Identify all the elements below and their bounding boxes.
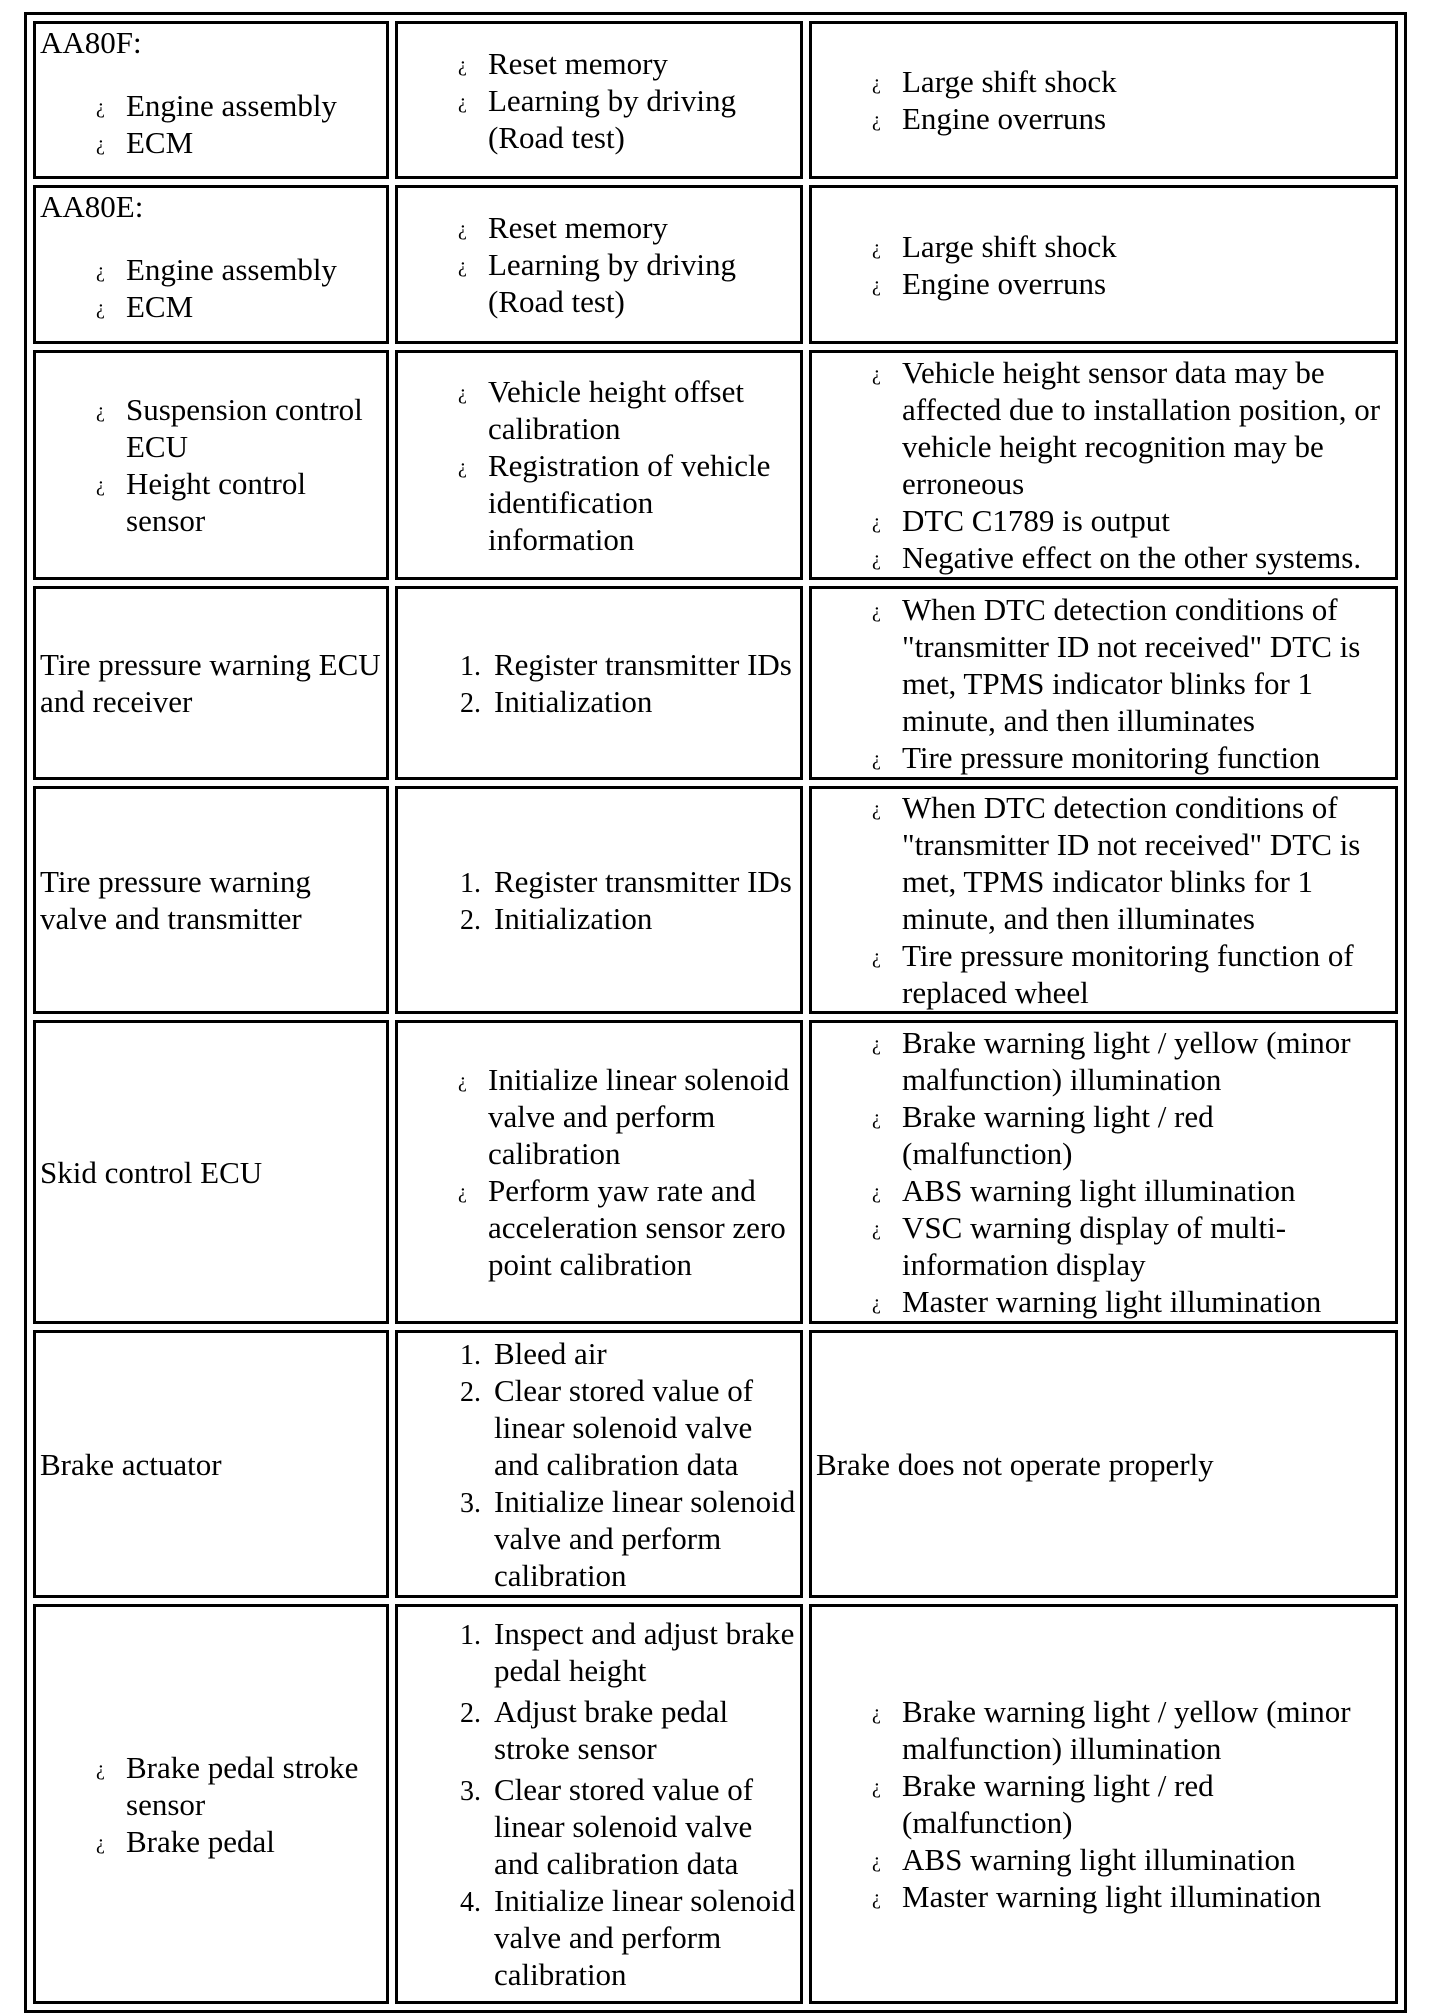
table-row: [33, 1604, 1398, 2004]
procedure-cell: [395, 1020, 803, 1324]
effect-label: Brake does not operate properly: [816, 1446, 1214, 1482]
list-item: 2. Initialization: [488, 900, 796, 937]
part-cell: [33, 786, 389, 1014]
list-item: ¿ ABS warning light illumination: [902, 1172, 1391, 1209]
part-heading: AA80E:: [40, 189, 144, 224]
part-cell: [33, 1330, 389, 1598]
effect-cell: [809, 1604, 1398, 2004]
list-item: ¿ ECM: [126, 288, 382, 325]
effect-list: [816, 354, 1391, 576]
effect-list: [816, 1693, 1391, 1915]
list-item: ¿ Engine assembly: [126, 251, 382, 288]
list-item: ¿ Large shift shock: [902, 63, 1391, 100]
procedure-cell: [395, 1604, 803, 2004]
effect-cell: [809, 185, 1398, 344]
procedure-cell: [395, 586, 803, 780]
table-row: [33, 21, 1398, 179]
procedure-list: [402, 646, 796, 720]
list-item: 3. Initialize linear solenoid valve and perform calibration: [488, 1483, 796, 1594]
list-item: ¿ Master warning light illumination: [902, 1878, 1391, 1915]
list-item: ¿ Initialize linear solenoid valve and perform calibration: [488, 1061, 796, 1172]
list-item: ¿ Engine assembly: [126, 87, 382, 124]
list-item: 4. Initialize linear solenoid valve and perform calibration: [488, 1882, 796, 1993]
list-item: ¿ When DTC detection conditions of "transmitter ID not received" DTC is met, TPMS indicator blinks for 1 minute, and then illuminates: [902, 591, 1391, 739]
list-item: ¿ Brake warning light / yellow (minor malfunction) illumination: [902, 1024, 1391, 1098]
effect-list: [816, 1024, 1391, 1320]
table-row: [33, 185, 1398, 344]
list-item: 2. Initialization: [488, 683, 796, 720]
table-row: [33, 786, 1398, 1014]
list-item: ¿ Reset memory: [488, 209, 796, 246]
list-item: ¿ ECM: [126, 124, 382, 161]
part-cell: [33, 185, 389, 344]
list-item: ¿ Master warning light illumination: [902, 1283, 1391, 1320]
part-list: [40, 391, 382, 539]
part-cell: [33, 21, 389, 179]
list-item: ¿ Tire pressure monitoring function of replaced wheel: [902, 937, 1391, 1011]
list-item: ¿ Negative effect on the other systems.: [902, 539, 1391, 576]
procedure-list: [402, 1335, 796, 1594]
list-item: ¿ Large shift shock: [902, 228, 1391, 265]
list-item: 2. Clear stored value of linear solenoid valve and calibration data: [488, 1372, 796, 1483]
table-row: [33, 350, 1398, 580]
list-item: ¿ Registration of vehicle identification information: [488, 447, 796, 558]
part-list: [40, 251, 382, 325]
part-cell: [33, 1020, 389, 1324]
procedure-list: [402, 45, 796, 156]
effect-list: [816, 591, 1391, 776]
procedure-cell: [395, 1330, 803, 1598]
effect-list: [816, 63, 1391, 137]
list-item: 1. Register transmitter IDs: [488, 863, 796, 900]
effect-list: [816, 228, 1391, 302]
list-item: ¿ Brake pedal: [126, 1823, 382, 1860]
list-item: ¿ ABS warning light illumination: [902, 1841, 1391, 1878]
procedure-list: [402, 373, 796, 558]
part-cell: [33, 1604, 389, 2004]
procedure-list: [402, 1061, 796, 1283]
effect-cell: [809, 350, 1398, 580]
list-item: ¿ Vehicle height sensor data may be affected due to installation position, or vehicle height recognition may be erroneous: [902, 354, 1391, 502]
procedure-list: [402, 1615, 796, 1993]
procedure-list: [402, 863, 796, 937]
part-list: [40, 1749, 382, 1860]
procedure-cell: [395, 21, 803, 179]
list-item: ¿ Suspension control ECU: [126, 391, 382, 465]
list-item: ¿ Learning by driving (Road test): [488, 82, 796, 156]
procedure-cell: [395, 786, 803, 1014]
list-item: ¿ Brake pedal stroke sensor: [126, 1749, 382, 1823]
list-item: 1. Inspect and adjust brake pedal height: [488, 1615, 796, 1689]
table-row: [33, 1330, 1398, 1598]
procedure-cell: [395, 185, 803, 344]
part-label: Skid control ECU: [40, 1154, 263, 1190]
list-item: ¿ VSC warning display of multi-information display: [902, 1209, 1391, 1283]
table-row: [33, 586, 1398, 780]
effect-cell: [809, 586, 1398, 780]
list-item: ¿ When DTC detection conditions of "transmitter ID not received" DTC is met, TPMS indicator blinks for 1 minute, and then illuminates: [902, 789, 1391, 937]
part-heading: AA80F:: [40, 25, 142, 60]
part-label: Tire pressure warning ECU and receiver: [40, 647, 381, 719]
list-item: ¿ Brake warning light / red (malfunction): [902, 1098, 1391, 1172]
list-item: 3. Clear stored value of linear solenoid valve and calibration data: [488, 1771, 796, 1882]
part-cell: [33, 586, 389, 780]
procedure-cell: [395, 350, 803, 580]
part-label: Tire pressure warning valve and transmitter: [40, 864, 311, 936]
list-item: ¿ Brake warning light / red (malfunction): [902, 1767, 1391, 1841]
part-list: [40, 87, 382, 161]
effect-list: [816, 789, 1391, 1011]
part-cell: [33, 350, 389, 580]
effect-cell: [809, 1330, 1398, 1598]
list-item: ¿ Learning by driving (Road test): [488, 246, 796, 320]
list-item: ¿ Height control sensor: [126, 465, 382, 539]
list-item: ¿ Engine overruns: [902, 265, 1391, 302]
list-item: ¿ Reset memory: [488, 45, 796, 82]
list-item: 2. Adjust brake pedal stroke sensor: [488, 1693, 796, 1767]
procedure-list: [402, 209, 796, 320]
list-item: 1. Register transmitter IDs: [488, 646, 796, 683]
list-item: ¿ Brake warning light / yellow (minor malfunction) illumination: [902, 1693, 1391, 1767]
table-row: [33, 1020, 1398, 1324]
list-item: ¿ Vehicle height offset calibration: [488, 373, 796, 447]
effect-cell: [809, 1020, 1398, 1324]
part-label: Brake actuator: [40, 1446, 222, 1482]
list-item: ¿ Tire pressure monitoring function: [902, 739, 1391, 776]
effect-cell: [809, 21, 1398, 179]
list-item: 1. Bleed air: [488, 1335, 796, 1372]
effect-cell: [809, 786, 1398, 1014]
list-item: ¿ Engine overruns: [902, 100, 1391, 137]
list-item: ¿ DTC C1789 is output: [902, 502, 1391, 539]
list-item: ¿ Perform yaw rate and acceleration sensor zero point calibration: [488, 1172, 796, 1283]
procedure-table: [24, 12, 1407, 2013]
